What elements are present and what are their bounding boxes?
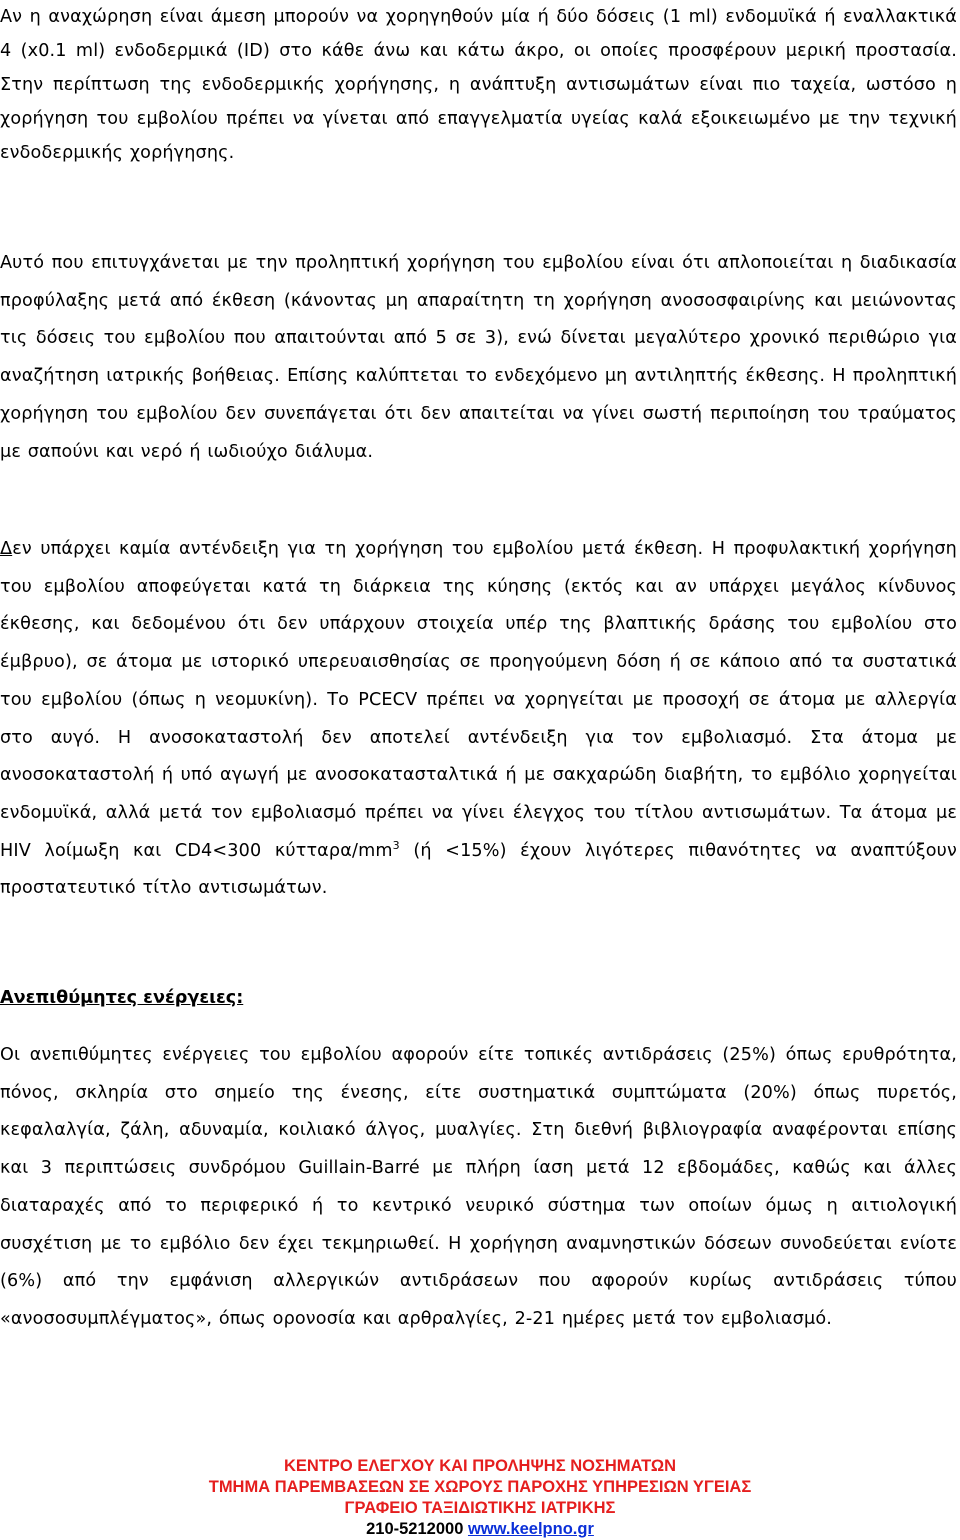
contraindications-text: εν υπάρχει καμία αντένδειξη για τη χορήγηση του εμβολίου μετά έκθεση. Η προφυλακτική χορήγηση του εμβολίου αποφεύγεται κατά τη διάρκεια της κύησης (εκτός και αν υπάρχει μεγάλος κίνδυνος έκθεσης, και δεδομένου ότι δεν υπάρχουν στοιχεία υπέρ της βλαπτικής δράσης του εμβολίου στο έμβρυο), σε άτομα με ιστορικό υπερευαισθησίας σε προηγούμενη δόση ή σε κάποιο από τα συστατικά του εμβολίου (όπως η νεομυκίνη). Το PCECV πρέπει να χορηγείται με προσοχή σε άτομα με αλλεργία στο αυγό. Η ανοσοκαταστολή δεν αποτελεί αντένδειξη για τον εμβολιασμό. Στα άτομα με ανοσοκαταστολή ή υπό αγωγή με ανοσοκατασταλτικά ή με σακχαρώδη διαβήτη, το εμβόλιο χορηγείται ενδομυϊκά, αλλά μετά τον εμβολιασμό πρέπει να γίνει έλεγχος του τίτλου αντισωμάτων. Τα άτομα με HIV λοίμωξη και CD4<300 κύτταρα/mm (0, 539, 957, 861)
drop-letter: Δ (0, 539, 13, 559)
footer-organization: ΚΕΝΤΡΟ ΕΛΕΓΧΟΥ ΚΑΙ ΠΡΟΛΗΨΗΣ ΝΟΣΗΜΑΤΩΝ (283, 1457, 676, 1475)
paragraph-preventive-benefits: Αυτό που επιτυγχάνεται με την προληπτική χορήγηση του εμβολίου είναι ότι απλοποιείται η διαδικασία προφύλαξης μετά από έκθεση (κάνοντας μη απαραίτητη τη χορήγηση ανοσοσφαιρίνης και μειώνοντας τις δόσεις του εμβολίου που απαιτούνται από 5 σε 3), ενώ δίνεται μεγαλύτερο χρονικό περιθώριο για αναζήτηση ιατρικής βοήθειας. Επίσης καλύπτεται το ενδεχόμενο μη αντιληπτής έκθεσης. Η προληπτική χορήγηση του εμβολίου δεν συνεπάγεται ότι δεν απαιτείται να γίνει σωστή περιποίηση του τραύματος με σαπούνι και νερό ή ιωδιούχο διάλυμα. (0, 253, 957, 462)
footer-office: ΓΡΑΦΕΙΟ ΤΑΞΙΔΙΩΤΙΚΗΣ ΙΑΤΡΙΚΗΣ (344, 1499, 616, 1517)
paragraph-adverse-effects: Οι ανεπιθύμητες ενέργειες του εμβολίου αφορούν είτε τοπικές αντιδράσεις (25%) όπως ερυθρότητα, πόνος, σκληρία στο σημείο της ένεσης, είτε συστηματικά συμπτώματα (20%) όπως πυρετός, κεφαλαλγία, ζάλη, αδυναμία, κοιλιακό άλγος, μυαλγίες. Στη διεθνή βιβλιογραφία αναφέρονται επίσης και 3 περιπτώσεις συνδρόμου Guillain-Barré με πλήρη ίαση μετά 12 εβδομάδες, καθώς και άλλες διαταραχές από το περιφερικό ή το κεντρικό νευρικό σύστημα των οποίων όμως η αιτιολογική συσχέτιση με το εμβόλιο δεν έχει τεκμηριωθεί. Η χορήγηση αναμνηστικών δόσεων συνοδεύεται ενίοτε (6%) από την εμφάνιση αλλεργικών αντιδράσεων που αφορούν κυρίως αντιδράσεις τύπου «ανοσοσυμπλέγματος», όπως ορονοσία και αρθραλγίες, 2-21 ημέρες μετά τον εμβολιασμό. (0, 1045, 957, 1329)
section-heading-adverse-effects: Ανεπιθύμητες ενέργειες: (0, 988, 244, 1008)
paragraph-preexposure-doses: Αν η αναχώρηση είναι άμεση μπορούν να χορηγηθούν μία ή δύο δόσεις (1 ml) ενδομυϊκά ή εναλλακτικά 4 (x0.1 ml) ενδοδερμικά (ID) στο κάθε άνω και κάτω άκρο, οι οποίες προσφέρουν μερική προστασία. Στην περίπτωση της ενδοδερμικής χορήγησης, η ανάπτυξη αντισωμάτων είναι πιο ταχεία, ωστόσο η χορήγηση του εμβολίου πρέπει να γίνεται από επαγγελματία υγείας καλά εξοικειωμένο με την τεχνική ενδοδερμικής χορήγησης. (0, 7, 957, 163)
paragraph-contraindications (0, 531, 957, 908)
superscript-three: 3 (392, 838, 400, 852)
footer-contact (0, 1519, 960, 1540)
contraindications-text-end: (ή <15%) έχουν λιγότερες πιθανότητες να αναπτύξουν προστατευτικό τίτλο αντισωμάτων. (0, 840, 957, 899)
footer-phone: 210-5212000 (366, 1520, 464, 1538)
footer (0, 1456, 960, 1540)
footer-website-link[interactable]: www.keelpno.gr (467, 1520, 594, 1538)
footer-department: ΤΜΗΜΑ ΠΑΡΕΜΒΑΣΕΩΝ ΣΕ ΧΩΡΟΥΣ ΠΑΡΟΧΗΣ ΥΠΗΡΕΣΙΩΝ ΥΓΕΙΑΣ (208, 1478, 752, 1496)
